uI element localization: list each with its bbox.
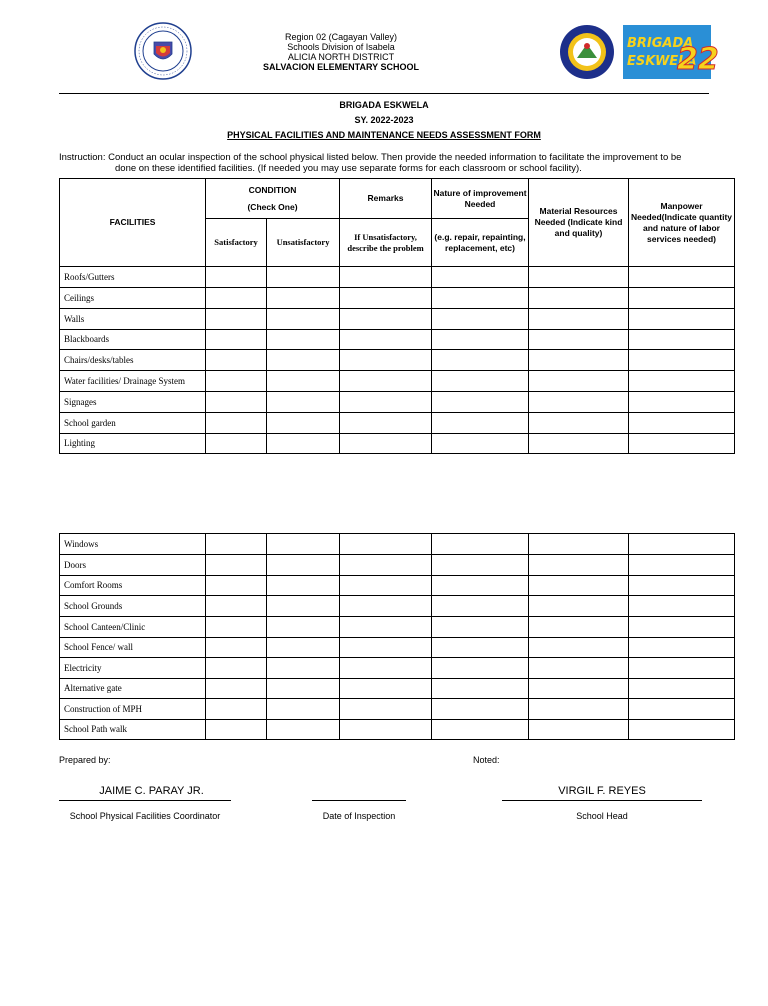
nature-cell[interactable] [432, 576, 529, 596]
unsatisfactory-cell[interactable] [267, 434, 340, 454]
deped-seal-logo [134, 22, 192, 80]
nature-cell[interactable] [432, 371, 529, 392]
nature-cell[interactable] [432, 350, 529, 371]
unsatisfactory-cell[interactable] [267, 413, 340, 434]
remarks-cell[interactable] [340, 699, 432, 720]
material-resources-cell[interactable] [529, 534, 629, 555]
remarks-cell[interactable] [340, 371, 432, 392]
facility-name-cell: Walls [60, 309, 206, 330]
table-row [60, 267, 735, 288]
form-title: PHYSICAL FACILITIES AND MAINTENANCE NEEDS ASSESSMENT FORM [227, 130, 541, 140]
date-signature-line [312, 800, 406, 801]
material-resources-header: Material Resources Needed (Indicate kind and quality) [529, 179, 629, 267]
facility-name-cell: Water facilities/ Drainage System [60, 371, 206, 392]
nature-cell[interactable] [432, 720, 529, 740]
unsatisfactory-cell[interactable] [267, 720, 340, 740]
table-row [60, 309, 735, 330]
table-row [60, 534, 735, 555]
table-row [60, 555, 735, 576]
facility-name-cell: School Path walk [60, 720, 206, 740]
manpower-cell[interactable] [629, 658, 735, 679]
material-resources-cell[interactable] [529, 330, 629, 350]
satisfactory-cell[interactable] [206, 330, 267, 350]
remarks-cell[interactable] [340, 309, 432, 330]
satisfactory-cell[interactable] [206, 434, 267, 454]
remarks-cell[interactable] [340, 330, 432, 350]
school-head-name: VIRGIL F. REYES [558, 785, 646, 797]
satisfactory-cell[interactable] [206, 720, 267, 740]
facility-name-cell: School Canteen/Clinic [60, 617, 206, 638]
district-text: ALICIA NORTH DISTRICT [287, 52, 395, 62]
remarks-cell[interactable] [340, 658, 432, 679]
svg-text:ESKWELA: ESKWELA [627, 54, 697, 69]
nature-cell[interactable] [432, 658, 529, 679]
material-resources-cell[interactable] [529, 288, 629, 309]
nature-cell[interactable] [432, 596, 529, 617]
satisfactory-cell[interactable] [206, 413, 267, 434]
unsatisfactory-cell[interactable] [267, 371, 340, 392]
preparer-title: School Physical Facilities Coordinator [69, 811, 221, 821]
school-name: SALVACION ELEMENTARY SCHOOL [262, 62, 419, 72]
svg-text:22: 22 [677, 42, 719, 77]
satisfactory-cell[interactable] [206, 658, 267, 679]
unsatisfactory-cell[interactable] [267, 267, 340, 288]
unsatisfactory-cell[interactable] [267, 330, 340, 350]
nature-cell[interactable] [432, 434, 529, 454]
remarks-cell[interactable] [340, 534, 432, 555]
school-address-block [230, 32, 452, 72]
unsatisfactory-cell[interactable] [267, 309, 340, 330]
facility-name-cell: School Fence/ wall [60, 638, 206, 658]
nature-header: Nature of improvement Needed [432, 179, 529, 219]
nature-cell[interactable] [432, 309, 529, 330]
table-row [60, 413, 735, 434]
nature-subheader: (e.g. repair, repainting, replacement, etc) [432, 219, 529, 267]
satisfactory-cell[interactable] [206, 679, 267, 699]
remarks-cell[interactable] [340, 288, 432, 309]
unsatisfactory-cell[interactable] [267, 638, 340, 658]
material-resources-cell[interactable] [529, 371, 629, 392]
nature-cell[interactable] [432, 534, 529, 555]
satisfactory-cell[interactable] [206, 267, 267, 288]
table-row [60, 576, 735, 596]
table-row [60, 699, 735, 720]
material-resources-cell[interactable] [529, 350, 629, 371]
remarks-cell[interactable] [340, 392, 432, 413]
material-resources-cell[interactable] [529, 658, 629, 679]
material-resources-cell[interactable] [529, 555, 629, 576]
material-resources-cell[interactable] [529, 413, 629, 434]
nature-cell[interactable] [432, 413, 529, 434]
table-row [60, 371, 735, 392]
region-text: Region 02 (Cagayan Valley) [285, 32, 397, 42]
satisfactory-cell[interactable] [206, 534, 267, 555]
table-row [60, 288, 735, 309]
school-seal-logo [555, 24, 619, 80]
school-year: SY. 2022-2023 [354, 115, 414, 125]
instruction-line-2: done on these identified facilities. (If needed you may use separate forms for each classroom or school facility). [115, 163, 582, 174]
manpower-cell[interactable] [629, 392, 735, 413]
material-resources-cell[interactable] [529, 699, 629, 720]
facility-name-cell: Ceilings [60, 288, 206, 309]
form-titles [0, 98, 768, 143]
remarks-cell[interactable] [340, 596, 432, 617]
material-resources-cell[interactable] [529, 267, 629, 288]
program-title: BRIGADA ESKWELA [339, 100, 429, 110]
nature-cell[interactable] [432, 617, 529, 638]
remarks-cell[interactable] [340, 413, 432, 434]
manpower-cell[interactable] [629, 699, 735, 720]
satisfactory-cell[interactable] [206, 350, 267, 371]
material-resources-cell[interactable] [529, 434, 629, 454]
manpower-cell[interactable] [629, 309, 735, 330]
unsatisfactory-cell[interactable] [267, 699, 340, 720]
facility-name-cell: Blackboards [60, 330, 206, 350]
manpower-cell[interactable] [629, 679, 735, 699]
unsatisfactory-cell[interactable] [267, 534, 340, 555]
unsatisfactory-cell[interactable] [267, 596, 340, 617]
manpower-cell[interactable] [629, 596, 735, 617]
table-row [60, 679, 735, 699]
manpower-header: Manpower Needed(Indicate quantity and nature of labor services needed) [629, 179, 735, 267]
header-divider [59, 93, 709, 94]
nature-cell[interactable] [432, 330, 529, 350]
table-row [60, 617, 735, 638]
facility-name-cell: Signages [60, 392, 206, 413]
condition-header [206, 179, 340, 219]
remarks-cell[interactable] [340, 434, 432, 454]
remarks-cell[interactable] [340, 576, 432, 596]
date-of-inspection-label: Date of Inspection [322, 811, 396, 821]
instruction-line-1: Instruction: Conduct an ocular inspection of the school physical listed below. Then provide the needed information to facilitate the improvement to be [59, 152, 682, 163]
document-header [0, 0, 768, 95]
facility-name-cell: School garden [60, 413, 206, 434]
unsatisfactory-cell[interactable] [267, 392, 340, 413]
satisfactory-cell[interactable] [206, 638, 267, 658]
facility-name-cell: Construction of MPH [60, 699, 206, 720]
satisfactory-cell[interactable] [206, 699, 267, 720]
manpower-cell[interactable] [629, 267, 735, 288]
unsatisfactory-header: Unsatisfactory [267, 219, 340, 267]
manpower-cell[interactable] [629, 350, 735, 371]
satisfactory-cell[interactable] [206, 596, 267, 617]
nature-cell[interactable] [432, 555, 529, 576]
facility-name-cell: Windows [60, 534, 206, 555]
facilities-header: FACILITIES [60, 179, 206, 267]
manpower-cell[interactable] [629, 720, 735, 740]
satisfactory-header: Satisfactory [206, 219, 267, 267]
material-resources-cell[interactable] [529, 576, 629, 596]
table-row [60, 720, 735, 740]
remarks-cell[interactable] [340, 679, 432, 699]
table-row [60, 392, 735, 413]
facility-name-cell: Roofs/Gutters [60, 267, 206, 288]
unsatisfactory-cell[interactable] [267, 555, 340, 576]
facility-name-cell: Doors [60, 555, 206, 576]
table-row [60, 434, 735, 454]
manpower-cell[interactable] [629, 330, 735, 350]
table-row [60, 350, 735, 371]
unsatisfactory-cell[interactable] [267, 576, 340, 596]
check-one-label: (Check One) [247, 201, 298, 212]
table-row [60, 596, 735, 617]
remarks-cell[interactable] [340, 617, 432, 638]
division-text: Schools Division of Isabela [287, 42, 395, 52]
satisfactory-cell[interactable] [206, 309, 267, 330]
remarks-cell[interactable] [340, 555, 432, 576]
material-resources-cell[interactable] [529, 720, 629, 740]
unsatisfactory-cell[interactable] [267, 288, 340, 309]
manpower-cell[interactable] [629, 371, 735, 392]
remarks-header: Remarks [340, 179, 432, 219]
preparer-name: JAIME C. PARAY JR. [99, 785, 204, 797]
school-head-title: School Head [576, 811, 628, 821]
manpower-cell[interactable] [629, 288, 735, 309]
brigada-eskwela-22-logo [623, 25, 719, 79]
nature-cell[interactable] [432, 267, 529, 288]
unsatisfactory-cell[interactable] [267, 617, 340, 638]
unsatisfactory-cell[interactable] [267, 658, 340, 679]
facility-name-cell: Electricity [60, 658, 206, 679]
manpower-cell[interactable] [629, 534, 735, 555]
manpower-cell[interactable] [629, 576, 735, 596]
material-resources-cell[interactable] [529, 638, 629, 658]
facility-name-cell: Alternative gate [60, 679, 206, 699]
material-resources-cell[interactable] [529, 392, 629, 413]
material-resources-cell[interactable] [529, 617, 629, 638]
preparer-signature-line [59, 800, 231, 801]
remarks-cell[interactable] [340, 267, 432, 288]
remarks-cell[interactable] [340, 638, 432, 658]
table-row [60, 658, 735, 679]
manpower-cell[interactable] [629, 413, 735, 434]
material-resources-cell[interactable] [529, 596, 629, 617]
satisfactory-cell[interactable] [206, 392, 267, 413]
remarks-cell[interactable] [340, 720, 432, 740]
nature-cell[interactable] [432, 638, 529, 658]
svg-text:BRIGADA: BRIGADA [627, 36, 694, 51]
material-resources-cell[interactable] [529, 309, 629, 330]
assessment-table-part1 [59, 178, 735, 454]
noted-label: Noted: [473, 755, 500, 765]
manpower-cell[interactable] [629, 638, 735, 658]
satisfactory-cell[interactable] [206, 617, 267, 638]
facility-name-cell: Lighting [60, 434, 206, 454]
remarks-subheader: If Unsatisfactory, describe the problem [340, 219, 432, 267]
school-head-signature-line [502, 800, 702, 801]
table-row [60, 638, 735, 658]
assessment-table-part2 [59, 533, 735, 740]
satisfactory-cell[interactable] [206, 288, 267, 309]
facility-name-cell: School Grounds [60, 596, 206, 617]
facility-name-cell: Comfort Rooms [60, 576, 206, 596]
table-row [60, 330, 735, 350]
nature-cell[interactable] [432, 392, 529, 413]
facility-name-cell: Chairs/desks/tables [60, 350, 206, 371]
satisfactory-cell[interactable] [206, 555, 267, 576]
manpower-cell[interactable] [629, 434, 735, 454]
manpower-cell[interactable] [629, 617, 735, 638]
material-resources-cell[interactable] [529, 679, 629, 699]
nature-cell[interactable] [432, 288, 529, 309]
instruction-text [59, 152, 739, 174]
remarks-cell[interactable] [340, 350, 432, 371]
nature-cell[interactable] [432, 699, 529, 720]
unsatisfactory-cell[interactable] [267, 350, 340, 371]
manpower-cell[interactable] [629, 555, 735, 576]
condition-label: CONDITION [248, 184, 297, 195]
prepared-by-label: Prepared by: [59, 755, 111, 765]
unsatisfactory-cell[interactable] [267, 679, 340, 699]
nature-cell[interactable] [432, 679, 529, 699]
satisfactory-cell[interactable] [206, 371, 267, 392]
satisfactory-cell[interactable] [206, 576, 267, 596]
